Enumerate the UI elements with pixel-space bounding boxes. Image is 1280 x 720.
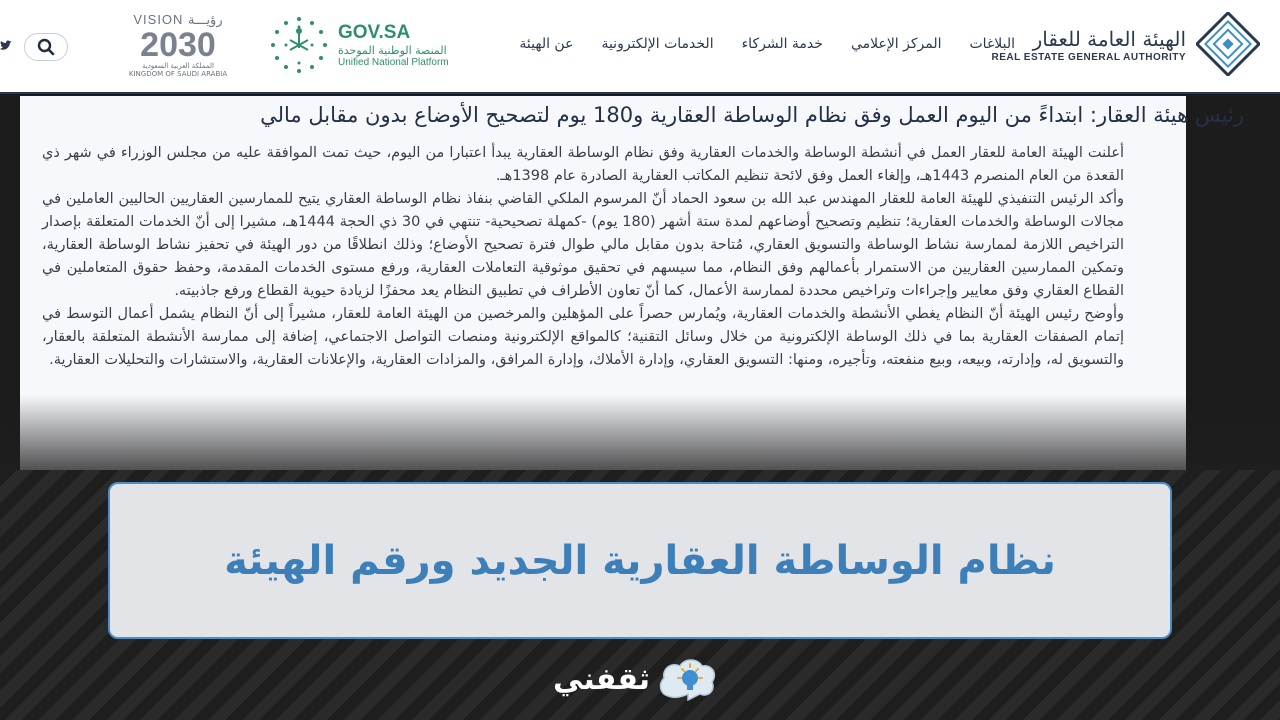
- vision-2030-logo[interactable]: [128, 12, 228, 78]
- nav-e-services[interactable]: الخدمات الإلكترونية: [601, 36, 714, 52]
- gov-sa-ar: المنصة الوطنية الموحدة: [338, 44, 447, 57]
- nav-about[interactable]: عن الهيئة: [519, 36, 574, 52]
- rega-name-ar: الهيئة العامة للعقار: [1032, 26, 1186, 51]
- rega-emblem-icon: [1196, 12, 1260, 76]
- article-body: [42, 142, 1124, 372]
- gov-sa-en: Unified National Platform: [338, 57, 449, 68]
- lightbulb-icon: [658, 656, 718, 702]
- nav-partners[interactable]: خدمة الشركاء: [741, 36, 823, 52]
- site-header: [0, 0, 1280, 94]
- headline-banner: [108, 482, 1172, 639]
- search-icon: [37, 38, 55, 56]
- article-paragraph: وأوضح رئيس الهيئة أنّ النظام يغطي الأنشطة والخدمات العقارية، ويُمارس حصراً على المؤهلين والمرخصين من الهيئة العامة للعقار، مشيراً إلى أنّ النظام يشمل أعمال التوسط في إتمام الصفقات العقارية بما في ذلك الوساطة الإلكترونية من خلال وسائل التقنية؛ كالمواقع الإلكترونية ومنصات التواصل الاجتماعي، إضافة إلى ممارسة الأنشطة المتعلقة بالعقار، والتسويق له، وإدارته، وبيعه، وبيع منفعته، وتأجيره، ومنها: التسويق العقاري، وإدارة الأملاك، وإدارة المرافق، والمزادات العقارية، والإعلانات العقارية، والاستشارات والتحليلات العقارية.: [42, 306, 1124, 368]
- search-button[interactable]: [24, 33, 68, 61]
- rega-logo[interactable]: [991, 12, 1260, 76]
- rega-name-en: REAL ESTATE GENERAL AUTHORITY: [991, 51, 1186, 63]
- vision-top-label: VISION رؤيـــة: [133, 12, 223, 27]
- banner-text: نظام الوساطة العقارية الجديد ورقم الهيئة: [224, 537, 1056, 584]
- gov-sa-emblem-icon: [268, 14, 330, 76]
- article-paragraph: وأكد الرئيس التنفيذي للهيئة العامة للعقار المهندس عبد الله بن سعود الحماد أنّ المرسوم الملكي القاضي بنفاذ نظام الوساطة العقاري يتيح للممارسين العقاريين الحاليين العاملين في مجالات الوساطة والخدمات العقارية؛ تنظيم وتصحيح أوضاعهم لمدة ستة أشهر (180 يوم) -كمهلة تصحيحية- تنتهي في 30 ذي الحجة 1444هـ، مشيرا إلى أنّ الخدمات المتعلقة بإصدار التراخيص اللازمة لممارسة نشاط الوساطة والتسويق العقاري، مُتاحة بدون مقابل مالي طوال فترة تصحيح الأوضاع؛ وذلك انطلاقًا من دور الهيئة في تحفيز نشاط الوساطة العقارية، وتمكين الممارسين العقاريين من الاستمرار بأعمالهم وفق النظام، مما سيسهم في تحقيق موثوقية التعاملات العقارية، ورفع مستوى الخدمات المقدمة، وحفظ حقوق المتعاملين في القطاع العقاري وفق معايير وإجراءات وتراخيص محددة لممارسة الأعمال، كما أنّ تعاون الأطراف في تطبيق النظام يعد محفزًا لزيادة حيوية القطاع ورفع جاذبيته.: [42, 191, 1124, 299]
- vision-year: 2030: [140, 26, 216, 64]
- vision-subtitle: المملكة العربية السعودية KINGDOM OF SAUDI ARABIA: [128, 62, 228, 78]
- main-nav: [519, 36, 1015, 52]
- brand-name: ثقفني: [553, 661, 651, 697]
- gov-sa-title: GOV.SA: [338, 22, 411, 43]
- twitter-icon[interactable]: [0, 40, 12, 55]
- brand-logo[interactable]: [553, 656, 718, 702]
- article-title: رئيس هيئة العقار: ابتداءً من اليوم العمل وفق نظام الوساطة العقارية و180 يوم لتصحيح الأوضاع بدون مقابل مالي: [260, 103, 1244, 127]
- article-paragraph: أعلنت الهيئة العامة للعقار العمل في أنشطة الوساطة والخدمات العقارية وفق نظام الوساطة العقارية يبدأ اعتبارا من اليوم، حيث تمت الموافقة عليه من مجلس الوزراء في شهر ذي القعدة من العام المنصرم 1443هـ، وإلغاء العمل وفق لائحة تنظيم المكاتب العقارية الصادرة عام 1398هـ.: [42, 145, 1124, 184]
- gov-sa-logo[interactable]: [268, 14, 449, 76]
- nav-media-center[interactable]: المركز الإعلامي: [850, 36, 942, 52]
- nav-reports[interactable]: البلاغات: [969, 36, 1015, 52]
